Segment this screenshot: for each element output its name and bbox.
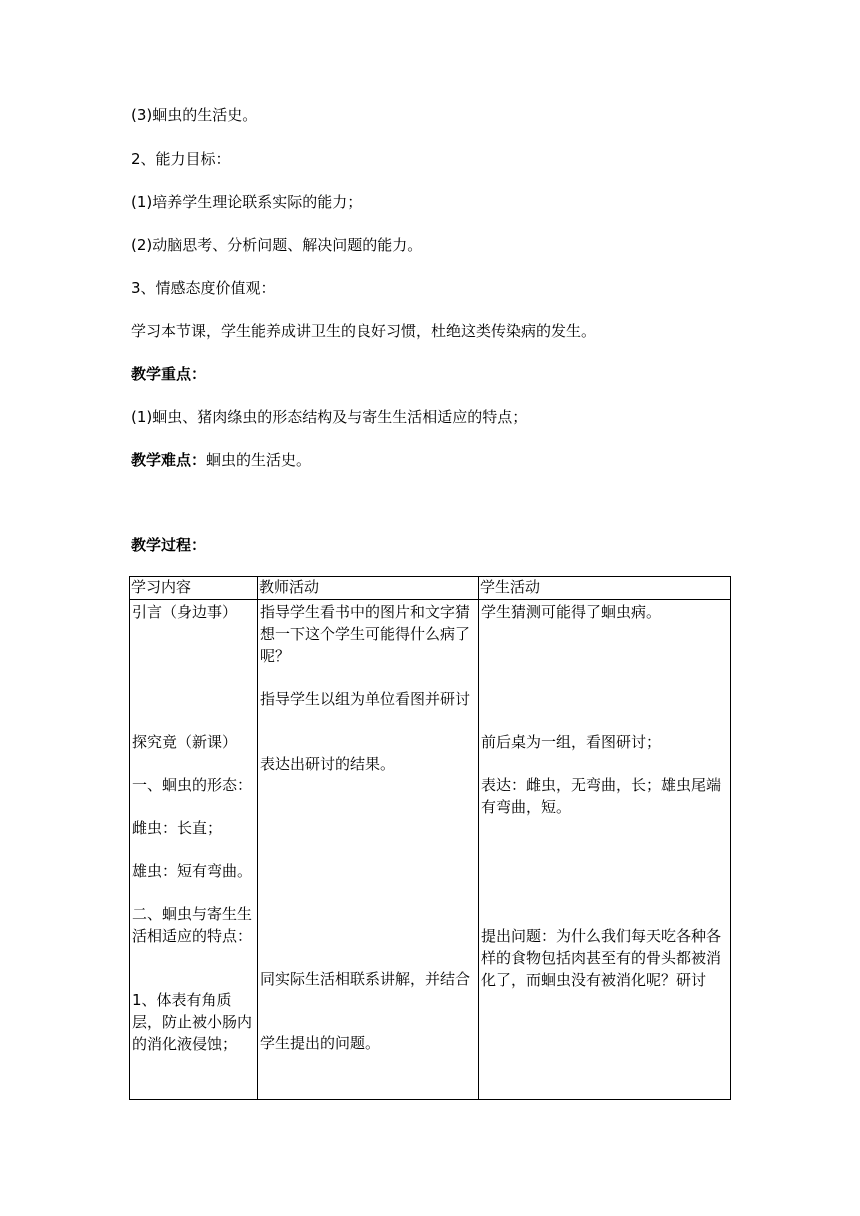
ability-objective-1: (1)培养学生理论联系实际的能力； [131,193,363,211]
content-explore: 探究竟（新课） [132,733,238,751]
content-adaptation-heading: 二、蛔虫与寄生生活相适应的特点： [132,905,253,945]
key-points-item: (1)蛔虫、猪肉绦虫的形态结构及与寄生生活相适应的特点； [131,408,528,426]
key-points-label: 教学重点： [131,365,207,383]
teacher-connect-life: 同实际生活相联系讲解，并结合 [260,970,471,988]
table-row [130,600,731,1100]
header-teacher: 教师活动 [258,577,479,600]
teacher-group-discussion: 指导学生以组为单位看图并研讨 [260,690,471,708]
ability-objective-heading: 2、能力目标： [131,150,231,168]
header-student: 学生活动 [479,577,731,600]
teacher-cell [258,600,479,1100]
process-heading: 教学过程： [131,536,207,554]
teacher-guide-reading: 指导学生看书中的图片和文字猜想一下这个学生可能得什么病了呢？ [260,603,471,665]
student-group-discussion: 前后桌为一组，看图研讨； [481,733,662,751]
lesson-process-table [129,576,731,1100]
content-morphology-heading: 一、蛔虫的形态： [132,776,253,794]
content-cell [130,600,258,1100]
student-question: 提出问题：为什么我们每天吃各种各样的食物包括肉甚至有的骨头都被消化了，而蛔虫没有被消化呢？研讨 [481,927,722,989]
ability-objective-2: (2)动脑思考、分析问题、解决问题的能力。 [131,236,423,254]
difficult-point [131,450,311,470]
attitude-objective-heading: 3、情感态度价值观： [131,279,276,297]
header-content: 学习内容 [130,577,258,600]
difficult-point-label: 教学难点： [131,451,207,469]
content-female: 雌虫：长直； [132,819,223,837]
content-intro: 引言（身边事） [132,603,238,621]
student-guess: 学生猜测可能得了蛔虫病。 [481,603,662,621]
student-expression: 表达：雌虫，无弯曲，长；雄虫尾端有弯曲，短。 [481,776,722,816]
student-cell [479,600,731,1100]
teacher-student-questions: 学生提出的问题。 [260,1034,381,1052]
objective-knowledge-3: (3)蛔虫的生活史。 [131,106,258,124]
table-header-row [130,577,731,600]
content-male: 雄虫：短有弯曲。 [132,862,253,880]
teacher-express-results: 表达出研讨的结果。 [260,755,396,773]
attitude-objective-text: 学习本节课，学生能养成讲卫生的良好习惯，杜绝这类传染病的发生。 [131,322,597,340]
difficult-point-text: 蛔虫的生活史。 [206,451,312,469]
content-cuticle: 1、体表有角质层，防止被小肠内的消化液侵蚀； [132,991,253,1053]
